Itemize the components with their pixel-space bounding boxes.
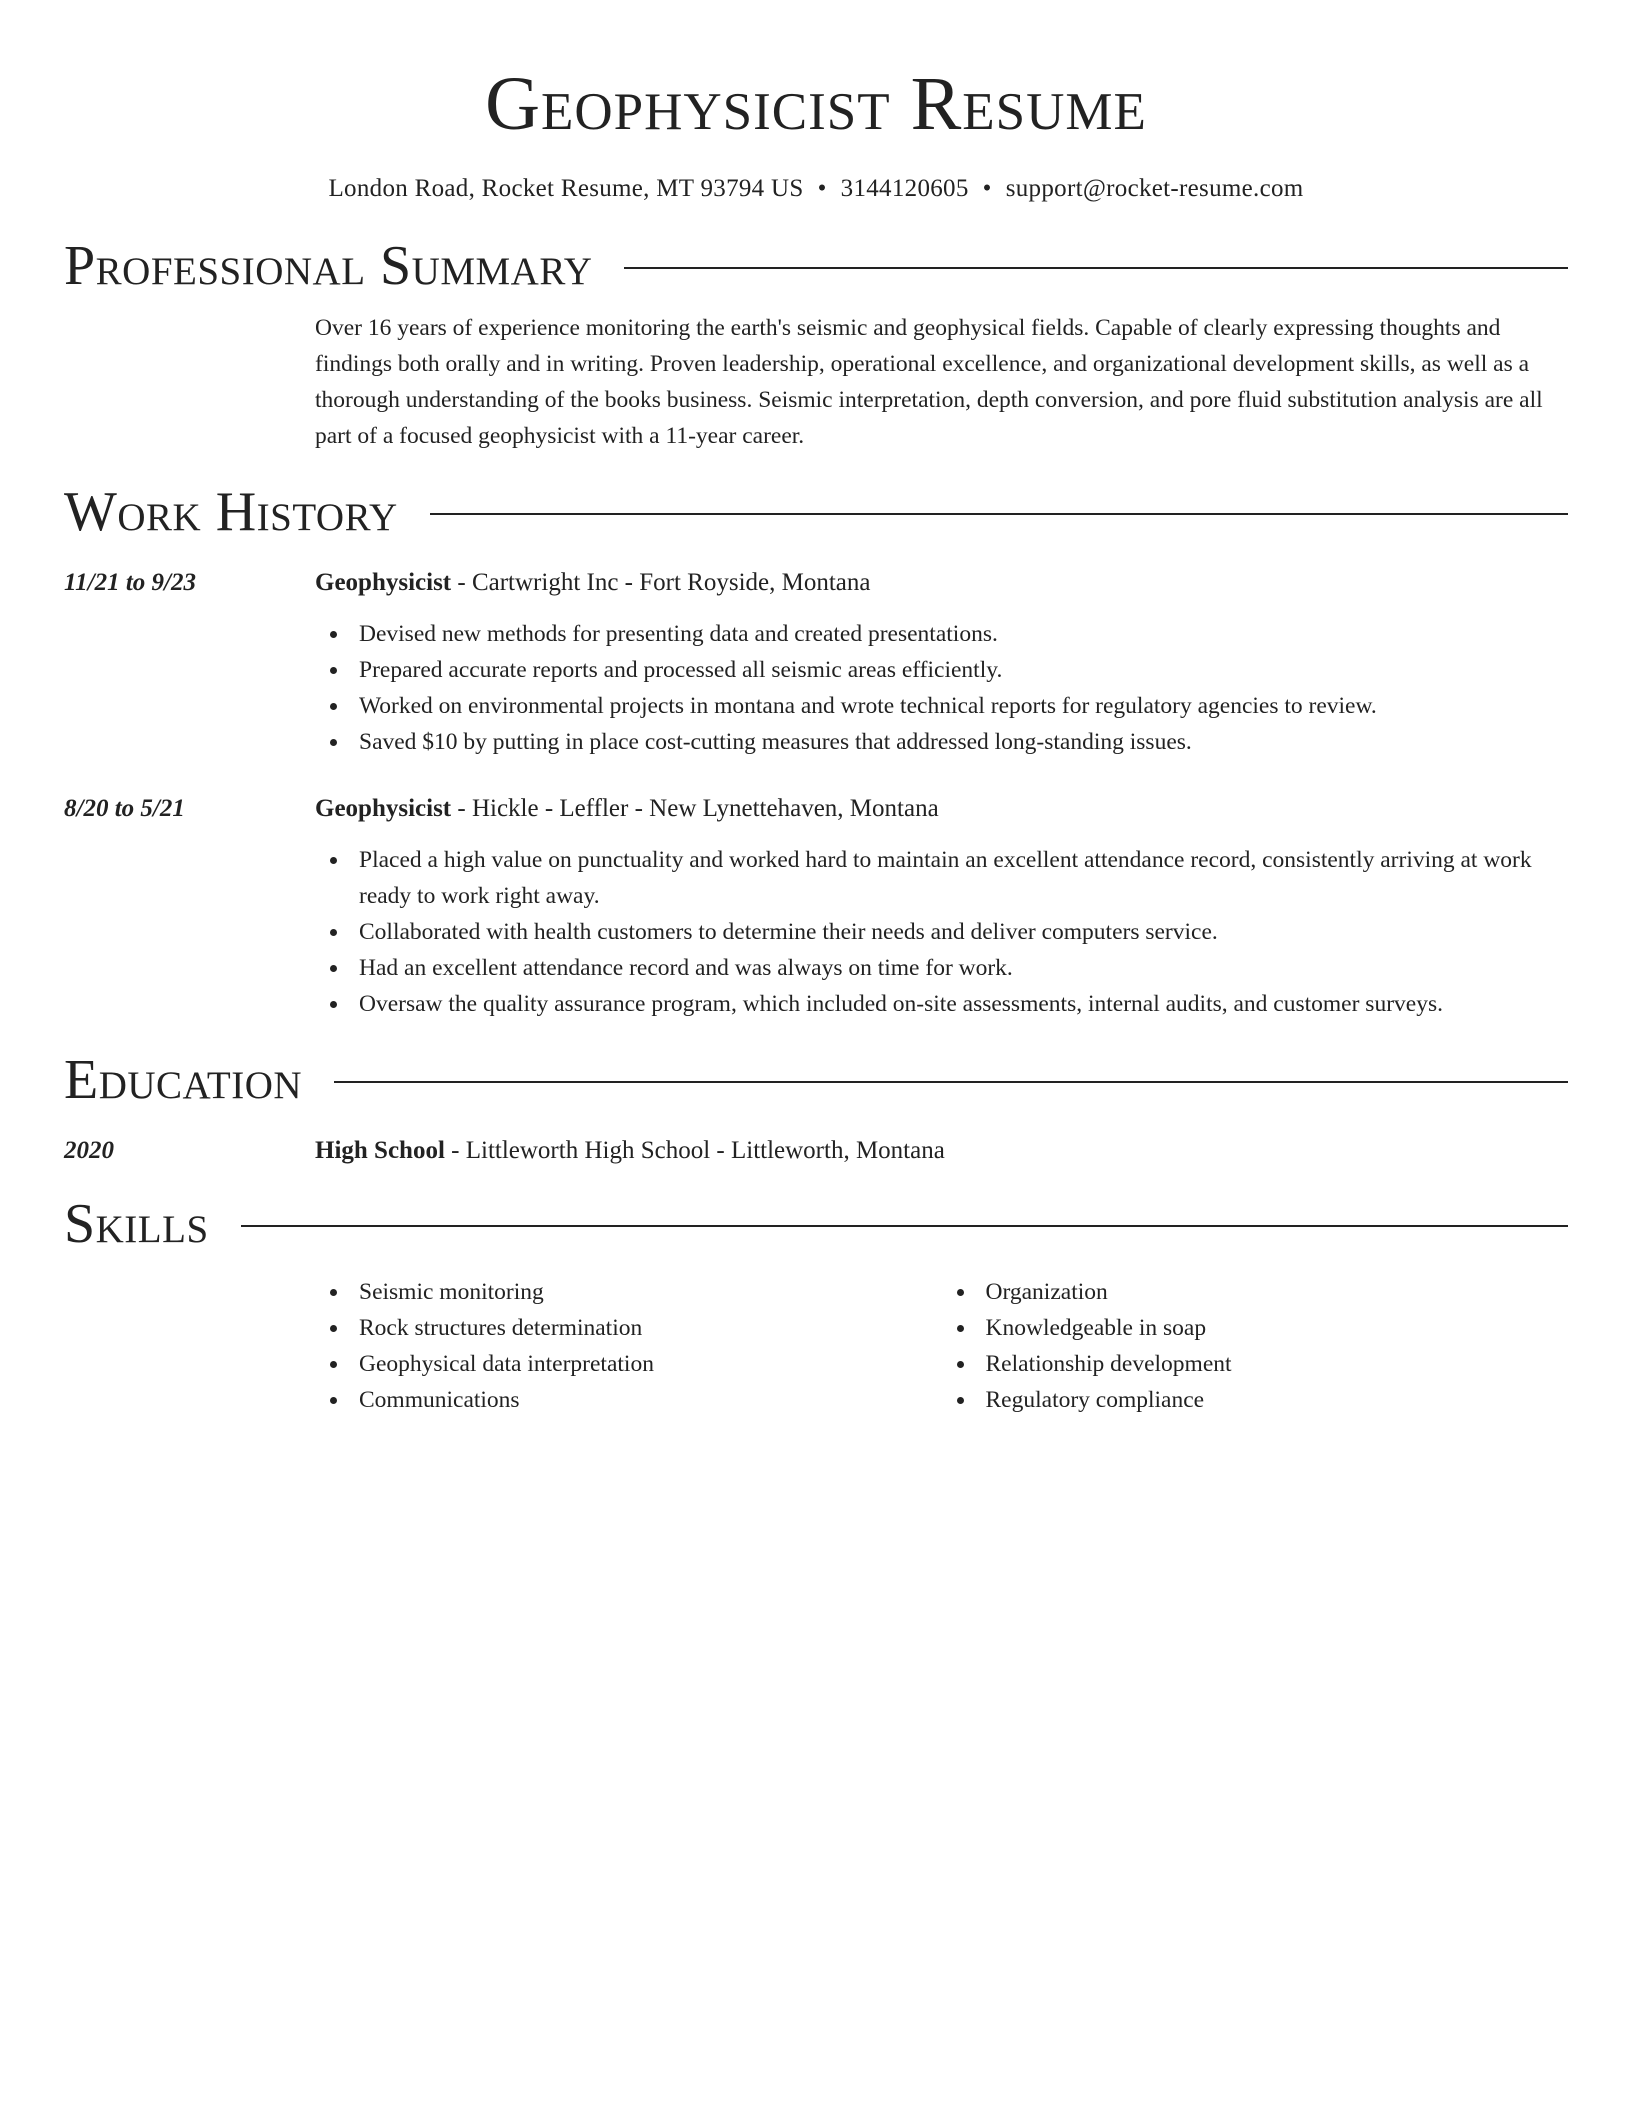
contact-address: London Road, Rocket Resume, MT 93794 US bbox=[328, 175, 804, 202]
education-details: - Littleworth High School - Littleworth, Montana bbox=[444, 1137, 945, 1164]
job-title: Geophysicist bbox=[315, 569, 452, 596]
job-bullets bbox=[315, 616, 1568, 760]
skills-grid bbox=[315, 1274, 1568, 1418]
education-degree: High School bbox=[315, 1137, 445, 1164]
job-entry bbox=[64, 792, 1568, 1022]
contact-separator: • bbox=[817, 175, 827, 202]
summary-heading: Professional Summary bbox=[64, 235, 593, 297]
page-title: Geophysicist Resume bbox=[485, 62, 1147, 146]
list-item: Devised new methods for presenting data and created presentations. bbox=[315, 616, 1568, 652]
job-details: - Hickle - Leffler - New Lynettehaven, Montana bbox=[451, 795, 939, 822]
summary-row bbox=[64, 310, 1568, 454]
job-details: - Cartwright Inc - Fort Royside, Montana bbox=[451, 569, 871, 596]
list-item: Had an excellent attendance record and was always on time for work. bbox=[315, 950, 1568, 986]
education-entry bbox=[64, 1134, 1568, 1168]
work-heading: Work History bbox=[64, 481, 398, 543]
work-section-header bbox=[64, 480, 1568, 544]
list-item: Organization bbox=[942, 1274, 1569, 1310]
list-item: Geophysical data interpretation bbox=[315, 1346, 942, 1382]
contact-phone: 3144120605 bbox=[840, 175, 969, 202]
contact-separator: • bbox=[982, 175, 992, 202]
skills-section-header bbox=[64, 1192, 1568, 1256]
list-item: Worked on environmental projects in montana and wrote technical reports for regulatory agencies to review. bbox=[315, 688, 1568, 724]
list-item: Prepared accurate reports and processed all seismic areas efficiently. bbox=[315, 652, 1568, 688]
job-title-line bbox=[315, 792, 1568, 826]
skills-row bbox=[64, 1274, 1568, 1418]
job-title: Geophysicist bbox=[315, 795, 452, 822]
section-divider bbox=[430, 513, 1568, 515]
skills-list-left bbox=[315, 1274, 942, 1418]
education-year: 2020 bbox=[64, 1137, 114, 1164]
skills-list-right bbox=[942, 1274, 1569, 1418]
job-body bbox=[315, 566, 1568, 760]
contact-email: support@rocket-resume.com bbox=[1005, 175, 1304, 202]
job-body bbox=[315, 792, 1568, 1022]
list-item: Collaborated with health customers to determine their needs and deliver computers service. bbox=[315, 914, 1568, 950]
job-dates: 8/20 to 5/21 bbox=[64, 795, 185, 822]
education-section-header bbox=[64, 1048, 1568, 1112]
education-line bbox=[315, 1134, 1568, 1168]
job-entry bbox=[64, 566, 1568, 760]
list-item: Placed a high value on punctuality and worked hard to maintain an excellent attendance record, consistently arriving at work ready to work right away. bbox=[315, 842, 1568, 914]
summary-left-spacer bbox=[64, 310, 315, 454]
section-divider bbox=[334, 1081, 1568, 1083]
job-title-line bbox=[315, 566, 1568, 600]
skills-heading: Skills bbox=[64, 1193, 209, 1255]
list-item: Rock structures determination bbox=[315, 1310, 942, 1346]
list-item: Communications bbox=[315, 1382, 942, 1418]
skills-left-spacer bbox=[64, 1274, 315, 1418]
section-divider bbox=[624, 267, 1568, 269]
education-heading: Education bbox=[64, 1049, 303, 1111]
list-item: Saved $10 by putting in place cost-cutting measures that addressed long-standing issues. bbox=[315, 724, 1568, 760]
list-item: Knowledgeable in soap bbox=[942, 1310, 1569, 1346]
section-divider bbox=[241, 1225, 1568, 1227]
contact-line bbox=[64, 172, 1568, 206]
job-dates: 11/21 to 9/23 bbox=[64, 569, 196, 596]
summary-section-header bbox=[64, 234, 1568, 298]
summary-text: Over 16 years of experience monitoring the earth's seismic and geophysical fields. Capable of clearly expressing thoughts and findings both orally and in writing. Proven leadership, operational excellence, and organizational development skills, as well as a thorough understanding of the books business. Seismic interpretation, depth conversion, and pore fluid substitution analysis are all part of a focused geophysicist with a 11-year career. bbox=[315, 315, 1543, 449]
list-item: Regulatory compliance bbox=[942, 1382, 1569, 1418]
job-bullets bbox=[315, 842, 1568, 1022]
list-item: Seismic monitoring bbox=[315, 1274, 942, 1310]
list-item: Relationship development bbox=[942, 1346, 1569, 1382]
list-item: Oversaw the quality assurance program, which included on-site assessments, internal audits, and customer surveys. bbox=[315, 986, 1568, 1022]
